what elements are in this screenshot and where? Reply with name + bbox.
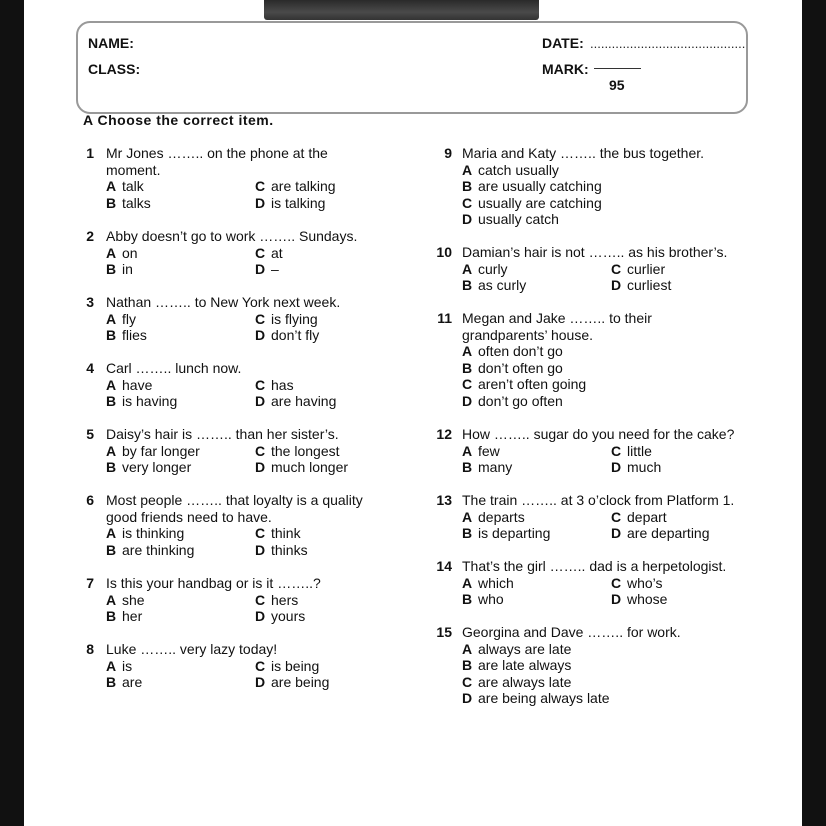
option-c[interactable] [462, 674, 571, 691]
question-number: 10 [436, 244, 452, 260]
question-text: Most people …….. that loyalty is a quality [106, 492, 363, 508]
option-b[interactable] [106, 261, 133, 278]
option-b[interactable] [106, 195, 151, 212]
option-text: don’t fly [271, 327, 320, 344]
question-text: Luke …….. very lazy today! [106, 641, 278, 657]
mark-fraction-line [594, 68, 641, 69]
question-number: 4 [86, 360, 94, 376]
question-text: The train …….. at 3 o’clock from Platform 1. [462, 492, 735, 508]
option-b[interactable] [462, 459, 512, 476]
option-text: don’t go often [478, 393, 563, 409]
question-text: Nathan …….. to New York next week. [106, 294, 341, 310]
question-number: 15 [436, 624, 452, 640]
option-b[interactable] [106, 542, 194, 559]
option-b[interactable] [106, 393, 177, 410]
option-text: very longer [122, 459, 192, 476]
option-a[interactable] [462, 162, 559, 179]
option-text: at [271, 244, 283, 261]
option-letter: B [462, 178, 473, 195]
question-text: Georgina and Dave …….. for work. [462, 624, 681, 640]
question-text: Abby doesn’t go to work …….. Sundays. [106, 228, 358, 244]
option-letter: C [255, 310, 266, 327]
option-text: is departing [478, 525, 551, 542]
option-c[interactable] [611, 509, 667, 526]
option-text: curly [478, 260, 508, 277]
option-text: depart [627, 508, 667, 525]
date-label: DATE: [542, 35, 584, 51]
option-text: is having [122, 393, 178, 410]
option-text: the longest [271, 442, 340, 459]
option-letter: C [255, 442, 266, 459]
option-a[interactable] [106, 525, 184, 542]
option-letter: B [106, 608, 117, 625]
option-c[interactable] [462, 195, 602, 212]
option-a[interactable] [106, 443, 200, 460]
option-letter: D [255, 261, 266, 278]
option-c[interactable] [611, 443, 652, 460]
option-letter: D [611, 591, 622, 608]
question-text: Damian’s hair is not …….. as his brother’s. [462, 244, 728, 260]
question-text: Carl …….. lunch now. [106, 360, 242, 376]
option-text: always are late [478, 640, 572, 657]
option-d[interactable] [255, 327, 319, 344]
option-a[interactable] [106, 311, 136, 328]
option-text: catch usually [478, 161, 559, 178]
option-d[interactable] [462, 211, 559, 228]
option-letter: B [106, 327, 117, 344]
question-number: 13 [436, 492, 452, 508]
option-text: she [122, 591, 145, 608]
option-d[interactable] [611, 591, 667, 608]
option-text: much [627, 459, 662, 476]
option-text: is thinking [122, 525, 185, 542]
option-b[interactable] [462, 178, 602, 195]
option-letter: C [611, 442, 622, 459]
option-letter: A [462, 442, 473, 459]
section-title: A Choose the correct item. [83, 112, 274, 128]
option-letter: C [255, 376, 266, 393]
option-text: have [122, 376, 153, 393]
option-a[interactable] [106, 178, 144, 195]
option-d[interactable] [255, 459, 348, 476]
option-d[interactable] [611, 277, 671, 294]
option-text: are being [271, 674, 330, 691]
option-letter: D [462, 211, 473, 228]
option-b[interactable] [106, 327, 147, 344]
class-label: CLASS: [88, 61, 141, 77]
option-text: is being [271, 657, 320, 674]
option-text: is [122, 657, 133, 674]
question-text: How …….. sugar do you need for the cake? [462, 426, 735, 442]
option-letter: A [462, 260, 473, 277]
option-letter: D [255, 194, 266, 211]
option-letter: A [106, 376, 117, 393]
option-d[interactable] [462, 393, 563, 410]
option-b[interactable] [106, 608, 142, 625]
option-letter: C [611, 260, 622, 277]
option-c[interactable] [255, 245, 283, 262]
option-b[interactable] [462, 657, 571, 674]
option-letter: A [106, 525, 117, 542]
option-letter: B [462, 525, 473, 542]
question-text: Mr Jones …….. on the phone at the [106, 145, 328, 161]
option-text: don’t often go [478, 359, 563, 376]
option-text: her [122, 608, 143, 625]
question-number: 9 [444, 145, 452, 161]
option-letter: B [106, 194, 117, 211]
option-letter: A [462, 343, 473, 360]
option-a[interactable] [462, 575, 514, 592]
option-b[interactable] [462, 525, 550, 542]
option-letter: A [106, 591, 117, 608]
option-d[interactable] [255, 542, 308, 559]
option-letter: B [462, 591, 473, 608]
option-c[interactable] [255, 443, 340, 460]
option-text: few [478, 442, 500, 459]
question-text: moment. [106, 161, 161, 178]
option-a[interactable] [462, 509, 525, 526]
question-number: 12 [436, 426, 452, 442]
question-number: 14 [436, 558, 452, 574]
option-d[interactable] [255, 608, 305, 625]
option-text: are departing [627, 525, 710, 542]
option-d[interactable] [255, 674, 329, 691]
option-text: thinks [271, 541, 308, 558]
option-text: is talking [271, 194, 326, 211]
option-letter: B [106, 541, 117, 558]
option-b[interactable] [462, 360, 563, 377]
option-b[interactable] [106, 459, 191, 476]
option-text: who [478, 591, 504, 608]
option-d[interactable] [255, 393, 336, 410]
option-text: is flying [271, 310, 318, 327]
option-letter: C [611, 574, 622, 591]
name-label: NAME: [88, 35, 134, 51]
option-letter: C [462, 376, 473, 393]
question-text: grandparents’ house. [462, 326, 594, 343]
option-letter: C [255, 591, 266, 608]
option-text: are [122, 674, 143, 691]
option-letter: C [255, 657, 266, 674]
question-number: 3 [86, 294, 94, 310]
option-b[interactable] [462, 277, 526, 294]
option-text: has [271, 376, 294, 393]
option-text: on [122, 244, 138, 261]
option-text: whose [627, 591, 668, 608]
option-c[interactable] [611, 575, 663, 592]
question-number: 2 [86, 228, 94, 244]
question-number: 11 [437, 310, 452, 326]
option-text: talks [122, 194, 151, 211]
option-letter: D [611, 459, 622, 476]
option-text: curliest [627, 277, 672, 294]
question-text: Is this your handbag or is it ……..? [106, 575, 321, 591]
option-letter: A [106, 310, 117, 327]
option-letter: A [106, 178, 117, 195]
student-info-box [76, 21, 748, 114]
option-text: are always late [478, 673, 572, 690]
option-letter: A [462, 161, 473, 178]
option-letter: D [462, 690, 473, 707]
option-letter: B [106, 393, 117, 410]
option-text: usually catch [478, 211, 559, 228]
option-letter: C [255, 244, 266, 261]
question-text: good friends need to have. [106, 508, 272, 525]
question-number: 6 [86, 492, 94, 508]
option-text: which [478, 574, 514, 591]
option-text: are late always [478, 657, 572, 674]
question-text: Megan and Jake …….. to their [462, 310, 652, 326]
question-text: That’s the girl …….. dad is a herpetologist. [462, 558, 727, 574]
option-c[interactable] [255, 592, 298, 609]
option-letter: A [462, 508, 473, 525]
option-letter: D [255, 393, 266, 410]
option-text: are being always late [478, 690, 610, 707]
option-letter: B [462, 657, 473, 674]
option-letter: A [462, 574, 473, 591]
option-d[interactable] [462, 690, 610, 707]
option-c[interactable] [462, 376, 586, 393]
option-c[interactable] [255, 311, 318, 328]
right-margin [802, 0, 826, 826]
option-text: fly [122, 310, 136, 327]
option-text: flies [122, 327, 147, 344]
question-number: 8 [86, 641, 94, 657]
option-text: are talking [271, 178, 336, 195]
option-letter: B [106, 261, 117, 278]
option-text: who’s [627, 574, 663, 591]
option-text: usually are catching [478, 194, 602, 211]
mark-total: 95 [609, 77, 625, 93]
option-letter: C [462, 194, 473, 211]
option-text: by far longer [122, 442, 200, 459]
option-text: are usually catching [478, 178, 602, 195]
option-letter: B [462, 459, 473, 476]
option-text: as curly [478, 277, 527, 294]
option-letter: A [106, 657, 117, 674]
option-a[interactable] [462, 443, 500, 460]
date-field: ........................................... [590, 36, 746, 51]
option-c[interactable] [255, 377, 294, 394]
option-text: many [478, 459, 513, 476]
option-letter: B [462, 277, 473, 294]
option-letter: B [462, 359, 473, 376]
option-text: – [271, 261, 279, 278]
option-c[interactable] [611, 261, 665, 278]
question-number: 7 [86, 575, 94, 591]
question-number: 1 [86, 145, 94, 161]
option-text: hers [271, 591, 299, 608]
option-a[interactable] [462, 343, 563, 360]
option-letter: C [255, 178, 266, 195]
option-text: curlier [627, 260, 666, 277]
option-letter: D [255, 459, 266, 476]
option-letter: C [611, 508, 622, 525]
option-b[interactable] [106, 674, 142, 691]
option-c[interactable] [255, 658, 319, 675]
option-b[interactable] [462, 591, 504, 608]
option-d[interactable] [611, 459, 661, 476]
option-c[interactable] [255, 178, 336, 195]
option-letter: D [255, 327, 266, 344]
option-a[interactable] [106, 592, 145, 609]
option-letter: C [255, 525, 266, 542]
option-a[interactable] [462, 261, 508, 278]
question-number: 5 [86, 426, 94, 442]
option-letter: D [611, 277, 622, 294]
option-text: are thinking [122, 541, 195, 558]
option-letter: D [462, 393, 473, 409]
option-text: much longer [271, 459, 349, 476]
option-letter: B [106, 459, 117, 476]
option-text: in [122, 261, 133, 278]
option-text: think [271, 525, 301, 542]
option-a[interactable] [106, 245, 138, 262]
option-letter: D [255, 674, 266, 691]
option-letter: A [462, 640, 473, 657]
option-d[interactable] [255, 261, 279, 278]
top-tab-graphic [264, 0, 539, 20]
option-text: aren’t often going [478, 376, 587, 393]
option-letter: D [255, 541, 266, 558]
option-letter: D [611, 525, 622, 542]
option-letter: A [106, 442, 117, 459]
option-text: are having [271, 393, 337, 410]
option-text: often don’t go [478, 343, 563, 360]
option-letter: A [106, 244, 117, 261]
option-c[interactable] [255, 525, 301, 542]
option-a[interactable] [106, 658, 132, 675]
option-d[interactable] [611, 525, 710, 542]
question-text: Daisy’s hair is …….. than her sister’s. [106, 426, 339, 442]
mark-label: MARK: [542, 61, 589, 77]
option-letter: D [255, 608, 266, 625]
option-d[interactable] [255, 195, 325, 212]
option-letter: B [106, 674, 117, 691]
option-a[interactable] [106, 377, 152, 394]
option-text: talk [122, 178, 144, 195]
question-text: Maria and Katy …….. the bus together. [462, 145, 705, 161]
option-text: departs [478, 508, 525, 525]
option-letter: C [462, 673, 473, 690]
option-a[interactable] [462, 641, 571, 658]
option-text: yours [271, 608, 306, 625]
option-text: little [627, 442, 652, 459]
